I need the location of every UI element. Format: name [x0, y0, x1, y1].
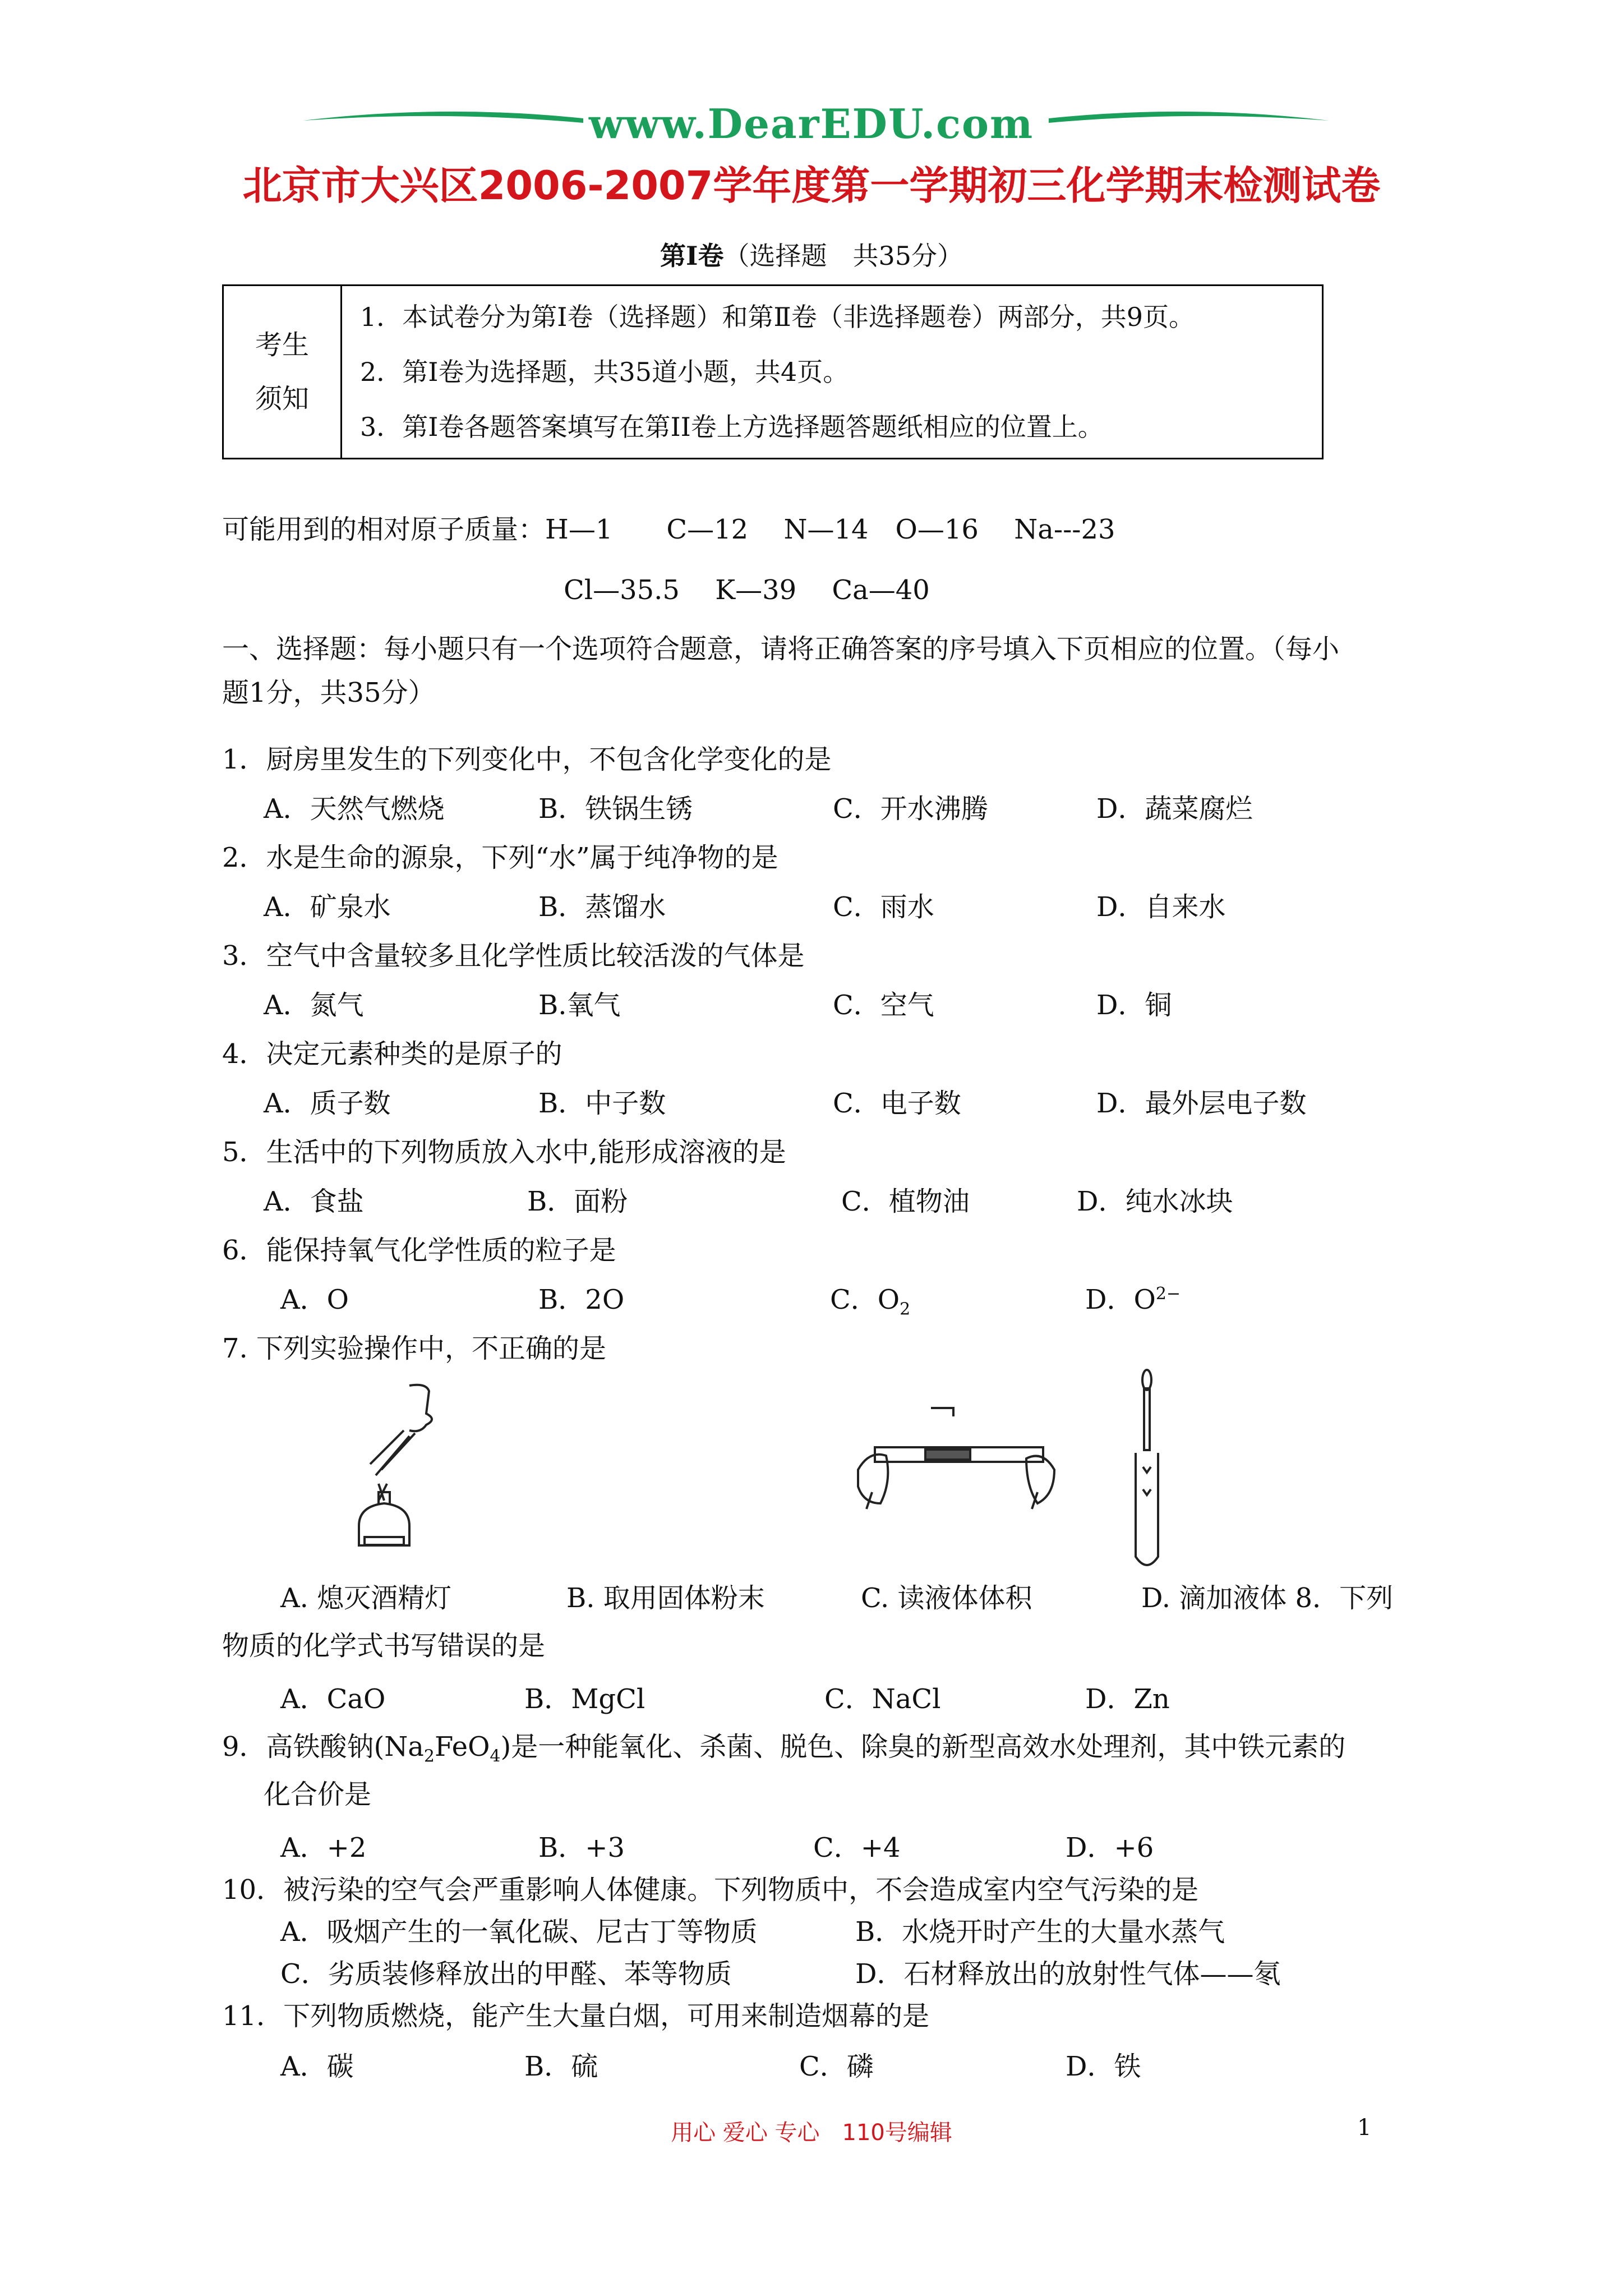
question-11-stem: 11．下列物质燃烧，能产生大量白烟，可用来制造烟幕的是 — [222, 2000, 930, 2032]
notice-item: 2．第Ⅰ卷为选择题，共35道小题，共4页。 — [360, 357, 849, 387]
q5-option-a: A．食盐 — [264, 1186, 364, 1217]
section-heading-bold: 第Ⅰ卷 — [660, 241, 724, 271]
q9-option-c: C．+4 — [813, 1832, 901, 1864]
question-7-stem: 7. 下列实验操作中，不正确的是 — [222, 1333, 607, 1364]
q2-option-a: A．矿泉水 — [264, 891, 391, 923]
q1-option-c: C．开水沸腾 — [833, 793, 988, 825]
q7-option-c: C. 读液体体积 — [861, 1582, 1032, 1614]
q6-option-a: A．O — [280, 1284, 349, 1315]
q3-option-d: D．铜 — [1096, 990, 1172, 1021]
instructions-line1: 一、选择题：每小题只有一个选项符合题意，请将正确答案的序号填入下页相应的位置。（每小 — [222, 633, 1340, 665]
question-5-stem: 5．生活中的下列物质放入水中,能形成溶液的是 — [222, 1137, 786, 1168]
question-1-stem: 1．厨房里发生的下列变化中，不包含化学变化的是 — [222, 744, 832, 775]
q4-option-b: B．中子数 — [538, 1088, 666, 1119]
notice-table — [222, 284, 1324, 459]
q9-option-b: B．+3 — [538, 1832, 625, 1864]
q10-option-c: C．劣质装修释放出的甲醛、苯等物质 — [280, 1958, 732, 1990]
q11-option-d: D．铁 — [1066, 2051, 1141, 2082]
question-9-stem: 9．高铁酸钠$(Na_2FeO_4)$是一种能氧化、杀菌、脱色、除臭的新型高效水处理剂，其中铁元素的 — [222, 1731, 1346, 1766]
q6-option-d: D．$O^{2-}$ — [1085, 1284, 1181, 1315]
question-4-stem: 4．决定元素种类的是原子的 — [222, 1038, 562, 1070]
notice-items — [342, 286, 1323, 459]
question-2-stem: 2．水是生命的源泉，下列“水”属于纯净物的是 — [222, 842, 778, 873]
q5-option-b: B．面粉 — [527, 1186, 628, 1217]
q9-option-a: A．+2 — [280, 1832, 367, 1864]
question-6-stem: 6．能保持氧气化学性质的粒子是 — [222, 1235, 616, 1266]
q8-option-b: B．MgCl — [524, 1683, 645, 1715]
alcohol-lamp-figure — [325, 1380, 460, 1559]
q10-option-d: D．石材释放出的放射性气体——氡 — [855, 1958, 1281, 1990]
q7-option-d: D. 滴加液体 8．下列 — [1141, 1582, 1394, 1614]
page-number: 1 — [1357, 2115, 1372, 2141]
q8-option-d: D．Zn — [1085, 1683, 1170, 1715]
notice-item: 1．本试卷分为第Ⅰ卷（选择题）和第Ⅱ卷（非选择题卷）两部分，共9页。 — [360, 302, 1195, 332]
notice-label-line1: 考生 — [255, 329, 309, 361]
q1-option-d: D．蔬菜腐烂 — [1096, 793, 1253, 825]
dropper-test-tube-figure — [1127, 1363, 1166, 1576]
q5-option-c: C．植物油 — [841, 1186, 970, 1217]
notice-label-line2: 须知 — [255, 383, 309, 415]
q8-option-a: A．CaO — [280, 1683, 386, 1715]
q7-option-b: B. 取用固体粉末 — [566, 1582, 765, 1614]
q5-option-d: D．纯水冰块 — [1077, 1186, 1233, 1217]
q4-option-a: A．质子数 — [264, 1088, 391, 1119]
question-8-stem: 物质的化学式书写错误的是 — [222, 1630, 546, 1662]
q6-option-c: C．$O_2$ — [830, 1284, 911, 1319]
q3-option-a: A．氮气 — [264, 990, 364, 1021]
q7-option-a: A. 熄灭酒精灯 — [280, 1582, 452, 1614]
q10-option-b: B．水烧开时产生的大量水蒸气 — [855, 1916, 1225, 1948]
q2-option-c: C．雨水 — [833, 891, 934, 923]
q11-option-a: A．碳 — [280, 2051, 354, 2082]
section-heading — [0, 236, 1623, 273]
q1-option-a: A．天然气燃烧 — [264, 793, 445, 825]
site-url[interactable]: www.DearEDU.com — [589, 100, 1034, 148]
q11-option-b: B．硫 — [524, 2051, 598, 2082]
q4-option-c: C．电子数 — [833, 1088, 961, 1119]
atomic-mass-line1: 可能用到的相对原子质量：H—1 C—12 N—14 O—16 Na---23 — [222, 514, 1115, 545]
q2-option-b: B．蒸馏水 — [538, 891, 666, 923]
exam-title: 北京市大兴区2006-2007学年度第一学期初三化学期末检测试卷 — [242, 163, 1381, 209]
q3-option-c: C．空气 — [833, 990, 934, 1021]
notice-label — [223, 286, 342, 459]
q4-option-d: D．最外层电子数 — [1096, 1088, 1307, 1119]
footer-note: 用心 爱心 专心 110号编辑 — [671, 2120, 952, 2146]
reading-volume-figure — [852, 1397, 1060, 1526]
q8-option-c: C．NaCl — [824, 1683, 941, 1715]
q1-option-b: B．铁锅生锈 — [538, 793, 693, 825]
q3-option-b: B.氧气 — [538, 990, 621, 1021]
q11-option-c: C．磷 — [799, 2051, 874, 2082]
question-10-stem: 10．被污染的空气会严重影响人体健康。下列物质中，不会造成室内空气污染的是 — [222, 1874, 1199, 1906]
notice-item: 3．第Ⅰ卷各题答案填写在第II卷上方选择题答题纸相应的位置上。 — [360, 412, 1104, 442]
instructions-line2: 题1分，共35分） — [222, 677, 435, 708]
atomic-mass-line2: Cl—35.5 K—39 Ca—40 — [564, 574, 930, 606]
question-3-stem: 3．空气中含量较多且化学性质比较活泼的气体是 — [222, 940, 805, 972]
q10-option-a: A．吸烟产生的一氧化碳、尼古丁等物质 — [280, 1916, 758, 1948]
q9-option-d: D．+6 — [1066, 1832, 1154, 1864]
q2-option-d: D．自来水 — [1096, 891, 1226, 923]
section-heading-rest: （选择题 共35分） — [723, 241, 963, 271]
q6-option-b: B．2O — [538, 1284, 625, 1315]
question-9-stem-line2: 化合价是 — [264, 1779, 372, 1810]
